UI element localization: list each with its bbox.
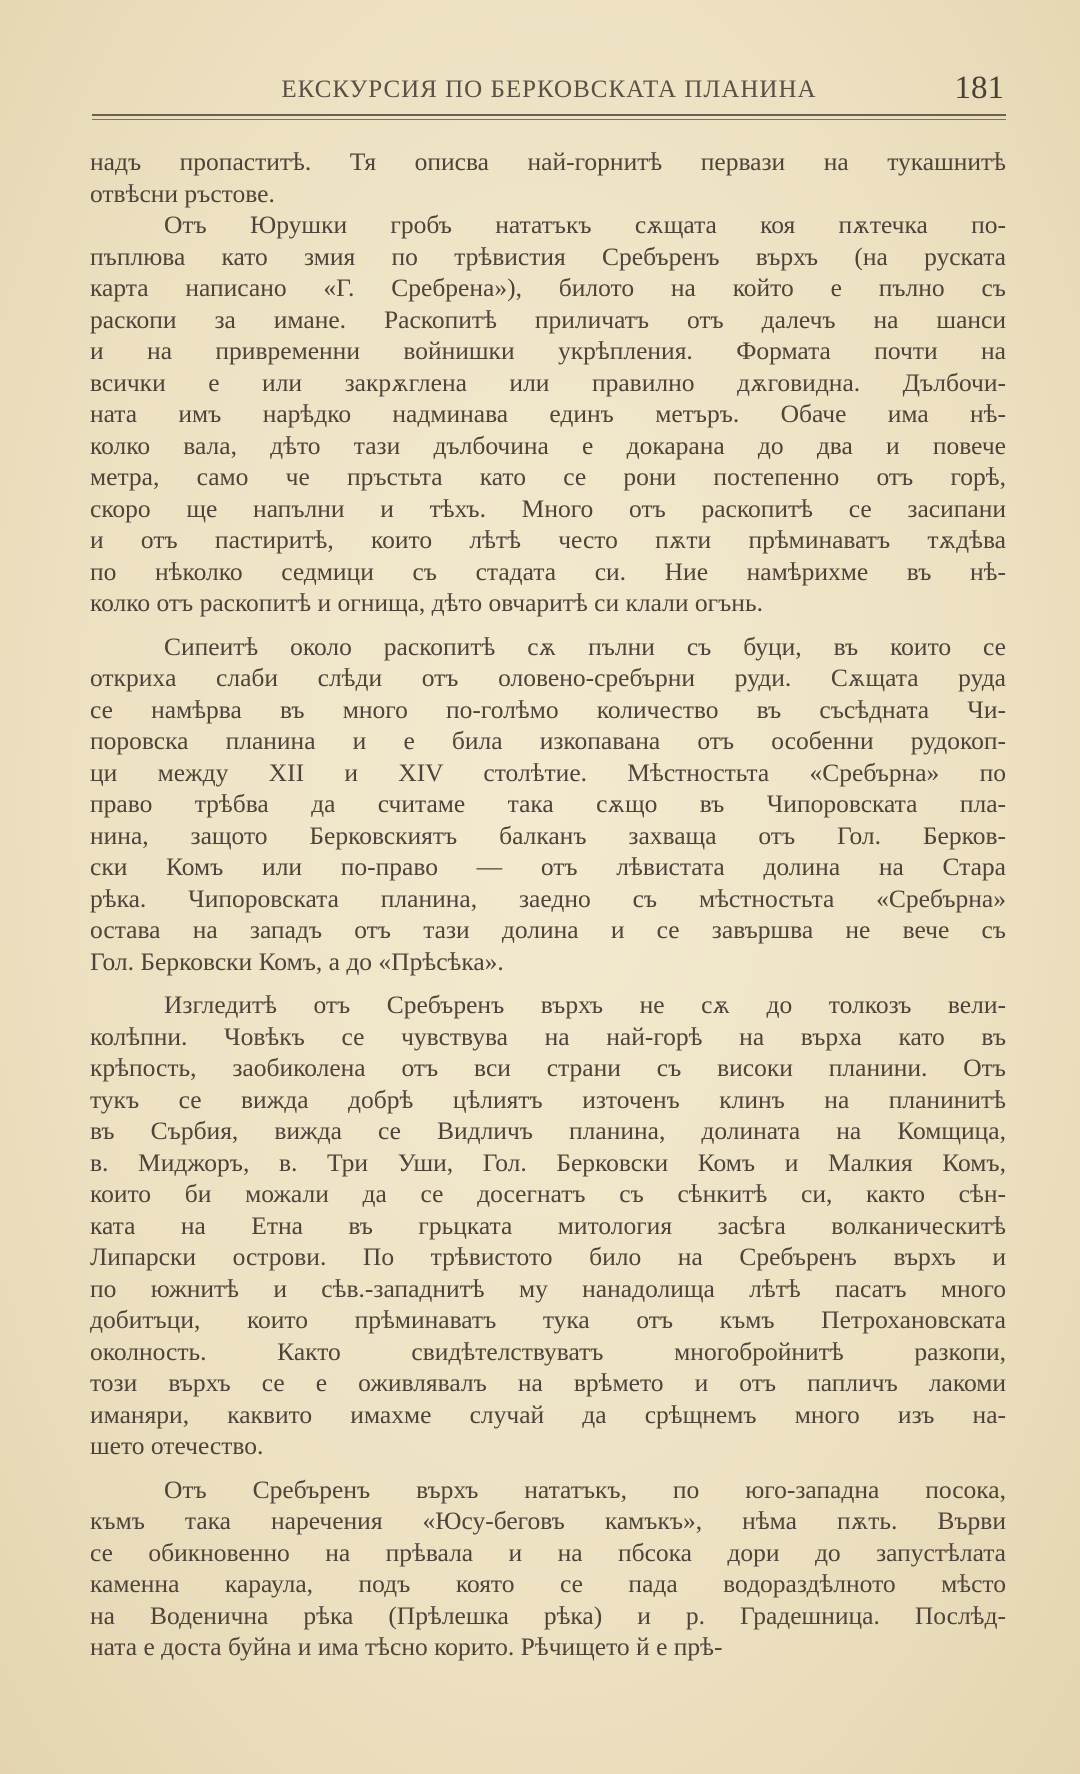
text-line: остава на западъ отъ тази долина и се завършва не вече съ [90, 915, 1006, 944]
text-line: скоро ще напълни и тѣхъ. Много отъ раскопитѣ се засипани [90, 493, 1006, 523]
paragraph [90, 209, 1006, 619]
text-line: надъ пропаститѣ. Тя описва най-горнитѣ первази на тукашнитѣ [90, 147, 1006, 176]
text-line: открихa слаби слѣди отъ оловено-сребърни руди. Сѫщата руда [90, 663, 1006, 692]
text-line: Отъ Сребъренъ върхъ нататъкъ, по юго-западна посока, [164, 1474, 1006, 1504]
text-line: които би можали да се досегнатъ съ сѣнкитѣ си, както сѣн- [90, 1179, 1006, 1208]
text-line: Гол. Берковски Комъ, а до «Прѣсѣка». [90, 946, 504, 976]
text-line: колко вала, дѣто тази дълбочина е докарана до два и повече [90, 430, 1006, 460]
text-line: Отъ Юрушки гробъ нататъкъ сѫщата коя пѫтечка по- [164, 210, 1006, 239]
text-line: въ Сърбия, вижда се Видличъ планина, долината на Комщица, [90, 1116, 1006, 1145]
page-number: 181 [954, 70, 1004, 106]
text-line: Липарски острови. По трѣвистото било на Сребъренъ върхъ и [90, 1242, 1006, 1271]
text-line: иманяри, каквито имахме случай да срѣщнемъ много изъ на- [90, 1399, 1006, 1429]
text-line: пъплюва като змия по трѣвистия Сребъренъ върхъ (на руската [90, 241, 1006, 271]
page-header [92, 68, 1006, 114]
text-line: и отъ пастиритѣ, които лѣтѣ често пѫти прѣминаватъ тѫдѣва [90, 525, 1006, 554]
text-line: ката на Етна въ грьцката митология засѣга волканическитѣ [90, 1210, 1006, 1240]
text-line: шето отечество. [90, 1431, 264, 1460]
text-line: тукъ се вижда добрѣ цѣлиятъ източенъ клинъ на планинитѣ [90, 1084, 1006, 1114]
header-rule [92, 114, 1006, 120]
paragraph [90, 631, 1006, 978]
text-line: Изгледитѣ отъ Сребъренъ върхъ не сѫ до толкозъ вели- [164, 990, 1006, 1019]
text-line: поровска планина и е била изкопавана отъ особенни рудокоп- [90, 726, 1006, 755]
text-line: се намѣрва въ много по-голѣмо количество въ съсѣдната Чи- [90, 694, 1006, 724]
paragraph [90, 146, 1006, 209]
text-line: метра, само че пръстьта като се рони постепенно отъ горѣ, [90, 462, 1006, 491]
text-line: се обикновенно на прѣвала и на пбсока дори до запустѣлата [90, 1537, 1006, 1567]
text-line: по южнитѣ и сѣв.-западнитѣ му нанадолища лѣтѣ пасатъ много [90, 1273, 1006, 1303]
text-line: и на привременни войнишки укрѣпления. Формата почти на [90, 336, 1006, 365]
text-line: карта написано «Г. Сребрена»), билото на който е пълно съ [90, 273, 1006, 302]
paragraph [90, 1474, 1006, 1663]
text-line: отвѣсни ръстове. [90, 178, 275, 208]
text-line: добитъци, които прѣминаватъ тука отъ къмъ Петрохановската [90, 1305, 1006, 1334]
text-line: всички е или закрѫглена или правилно дѫговидна. Дълбочи- [90, 367, 1006, 397]
text-line: къмъ така наречения «Юсу-беговъ камъкъ», нѣма пѫть. Върви [90, 1506, 1006, 1535]
text-line: Сипеитѣ около раскопитѣ сѫ пълни съ буци, въ които се [164, 631, 1006, 661]
text-line: ната е доста буйна и има тѣсно корито. Рѣчището й е прѣ- [90, 1632, 723, 1661]
text-line: околность. Както свидѣтелствуватъ многобройнитѣ разкопи, [90, 1336, 1006, 1366]
running-title: ЕКСКУРСИЯ ПО БЕРКОВСКАТА ПЛАНИНА [281, 76, 817, 103]
text-line: ски Комъ или по-право — отъ лѣвистата долина на Стара [90, 852, 1006, 881]
text-line: този върхъ се е оживлявалъ на врѣмето и отъ папличъ лакоми [90, 1368, 1006, 1397]
text-line: каменна караула, подъ която се пада водораздѣлното мѣсто [90, 1569, 1006, 1598]
text-line: ната имъ нарѣдко надминава единъ метъръ. Обаче има нѣ- [90, 399, 1006, 428]
body-text [90, 146, 1006, 1663]
text-line: в. Миджоръ, в. Три Уши, Гол. Берковски Комъ и Малкия Комъ, [90, 1147, 1006, 1177]
text-line: на Воденична рѣка (Прѣлешка рѣка) и р. Градешница. Послѣд- [90, 1600, 1006, 1630]
text-line: рѣка. Чипоровската планина, заедно съ мѣстностьта «Сребърна» [90, 883, 1006, 913]
text-line: колѣпни. Човѣкъ се чувствува на най-горѣ на върха като въ [90, 1021, 1006, 1051]
text-line: по нѣколко седмици съ стадата си. Ние намѣрихме въ нѣ- [90, 556, 1006, 586]
paragraph [90, 989, 1006, 1462]
text-line: право трѣбва да считаме така сѫщо въ Чипоровската пла- [90, 789, 1006, 818]
text-line: крѣпость, заобиколена отъ вси страни съ високи планини. Отъ [90, 1053, 1006, 1082]
text-line: колко отъ раскопитѣ и огнища, дѣто овчаритѣ си клали огънь. [90, 588, 763, 617]
text-line: раскопи за имане. Раскопитѣ приличатъ отъ далечъ на шанси [90, 304, 1006, 334]
text-line: ци между XII и XIV столѣтие. Мѣстностьта «Сребърна» по [90, 757, 1006, 787]
text-line: нина, защото Берковскиятъ балканъ захваща отъ Гол. Берков- [90, 820, 1006, 850]
